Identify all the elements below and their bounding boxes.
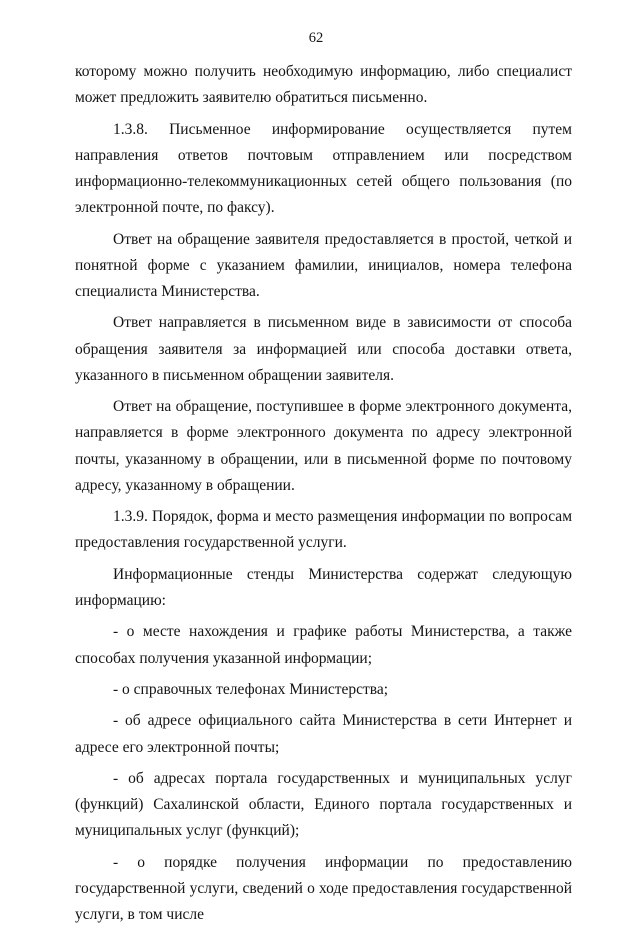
list-item-procedure: - о порядке получения информации по предоставлению государственной услуги, сведений о ходе предоставления государственной услуги, в том числе [75, 853, 572, 924]
list-item-location: - о месте нахождения и графике работы Министерства, а также способах получения указанной информации; [75, 623, 572, 667]
paragraph-1-3-8: 1.3.8. Письменное информирование осуществляется путем направления ответов почтовым отправлением или посредством информационно-телекоммуникационных сетей общего пользования (по электронной почте, по факсу). [75, 120, 572, 217]
paragraph-response-electronic: Ответ на обращение, поступившее в форме электронного документа, направляется в форме электронного документа по адресу электронной почты, указанному в обращении, или в письменной форме по почтовому адресу, указанному в обращении. [75, 398, 572, 494]
list-item-website: - об адресе официального сайта Министерства в сети Интернет и адресе его электронной почты; [75, 712, 572, 756]
list-item-phones: - о справочных телефонах Министерства; [113, 680, 389, 698]
paragraph-response-form: Ответ на обращение заявителя предоставляется в простой, четкой и понятной форме с указанием фамилии, инициалов, номера телефона специалиста Министерства. [75, 230, 572, 300]
page-number: 62 [308, 30, 324, 46]
list-item-portals: - об адресах портала государственных и муниципальных услуг (функций) Сахалинской области, Единого портала государственных и муниципальных услуг (функций); [75, 769, 572, 840]
paragraph-continued: которому можно получить необходимую информацию, либо специалист может предложить заявителю обратиться письменно. [75, 63, 572, 107]
paragraph-info-stands: Информационные стенды Министерства содержат следующую информацию: [75, 565, 572, 609]
paragraph-response-written: Ответ направляется в письменном виде в зависимости от способа обращения заявителя за информацией или способа доставки ответа, указанного в письменном обращении заявителя. [75, 314, 572, 384]
body-text [75, 59, 572, 928]
paragraph-1-3-9: 1.3.9. Порядок, форма и место размещения информации по вопросам предоставления государственной услуги. [75, 508, 572, 552]
